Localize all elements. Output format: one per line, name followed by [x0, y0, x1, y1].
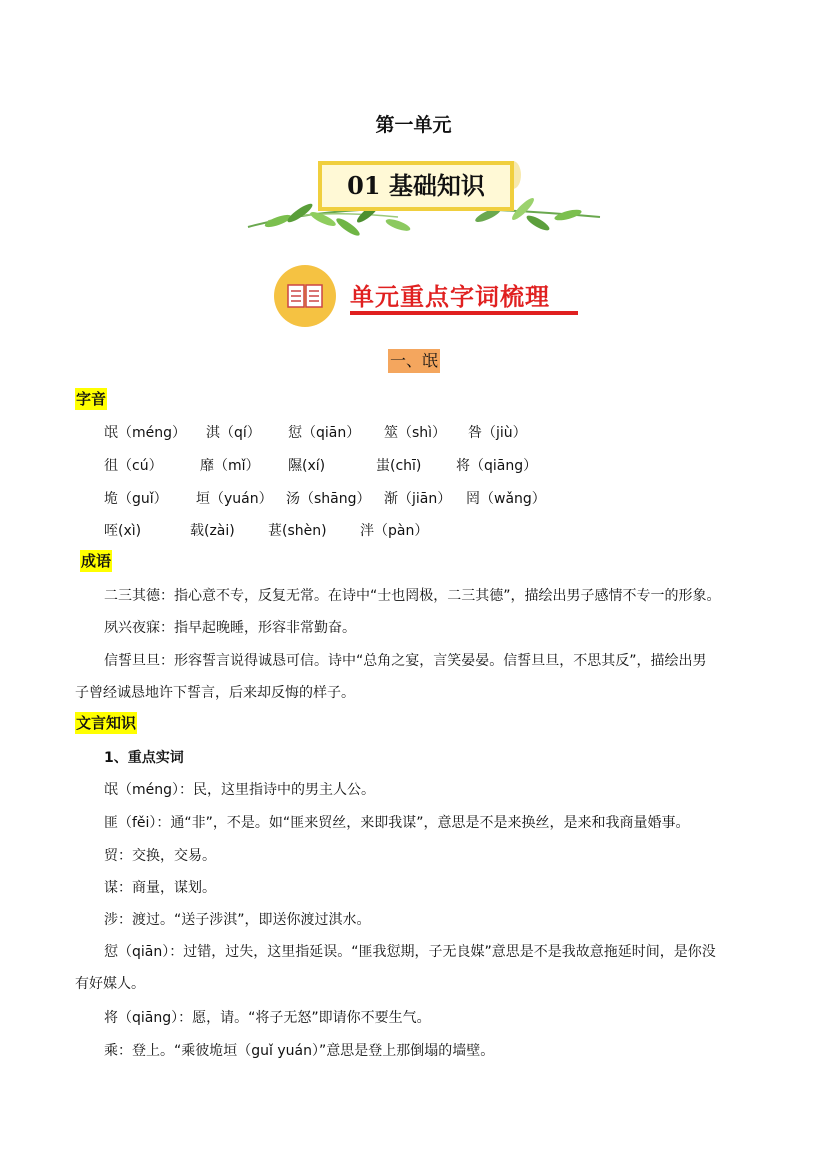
- idioms-tag: 成语: [81, 552, 112, 570]
- pron-item: 渐（jiān）: [384, 491, 452, 507]
- pron-item: 蚩(chī): [376, 458, 422, 474]
- idiom-line: 二三其德：指心意不专，反复无常。在诗中“士也罔极，二三其德”，描绘出男子感情不专一的形象。: [104, 588, 721, 604]
- pron-item: 靡（mǐ）: [200, 458, 260, 474]
- classical-line: 匪（fěi）：通“非”，不是。如“匪来贸丝，来即我谋”，意思是不是来换丝，是来和我商量婚事。: [104, 815, 690, 831]
- section-underline: [350, 311, 578, 315]
- pron-item: 咎（jiù）: [468, 425, 527, 441]
- section-title: 单元重点字词梳理: [350, 282, 550, 311]
- classical-line: 有好媒人。: [75, 976, 145, 992]
- pron-item: 汤（shāng）: [286, 491, 371, 507]
- pron-item: 氓（méng）: [104, 425, 187, 441]
- open-book-icon: [274, 265, 336, 327]
- classical-subheading: 1、重点实词: [104, 750, 184, 766]
- classical-line: 愆（qiān）：过错，过失，这里指延误。“匪我愆期，子无良媒”意思是不是我故意拖延时间，是你没: [104, 944, 716, 960]
- pron-item: 咥(xì): [104, 523, 142, 539]
- pron-item: 将（qiāng）: [456, 458, 538, 474]
- idiom-line: 信誓旦旦：形容誓言说得诚恳可信。诗中“总角之宴，言笑晏晏。信誓旦旦，不思其反”，描绘出男: [104, 653, 707, 669]
- banner-title: 01 基础知识: [347, 171, 485, 200]
- pron-item: 愆（qiān）: [288, 425, 361, 441]
- pron-item: 淇（qí）: [206, 425, 261, 441]
- classical-line: 贸：交换，交易。: [104, 848, 216, 864]
- pron-item: 泮（pàn）: [360, 523, 429, 539]
- pron-item: 垝（guǐ）: [104, 491, 168, 507]
- pron-item: 载(zài): [190, 523, 235, 539]
- idiom-line: 夙兴夜寐：指早起晚睡，形容非常勤奋。: [104, 620, 356, 636]
- page-title: 第一单元: [375, 114, 452, 136]
- classical-line: 乘：登上。“乘彼垝垣（guǐ yuán）”意思是登上那倒塌的墙壁。: [104, 1043, 495, 1059]
- classical-tag: 文言知识: [76, 714, 137, 732]
- section-heading: [274, 265, 584, 329]
- pron-item: 罔（wǎng）: [466, 491, 546, 507]
- pronunciation-tag: 字音: [76, 390, 107, 408]
- section-circle: [274, 265, 336, 327]
- pron-item: 隰(xí): [288, 458, 326, 474]
- section-banner: [238, 155, 608, 245]
- classical-line: 将（qiāng）：愿，请。“将子无怒”即请你不要生气。: [104, 1010, 431, 1026]
- classical-line: 氓（méng）：民，这里指诗中的男主人公。: [104, 782, 376, 798]
- pron-item: 筮（shì）: [384, 425, 447, 441]
- pron-item: 垣（yuán）: [196, 491, 273, 507]
- classical-line: 涉：渡过。“送子涉淇”，即送你渡过淇水。: [104, 912, 371, 928]
- pron-item: 徂（cú）: [104, 458, 163, 474]
- classical-line: 谋：商量，谋划。: [104, 880, 216, 896]
- poem-title: 一、氓: [388, 349, 440, 373]
- pron-item: 葚(shèn): [268, 523, 327, 539]
- idiom-line: 子曾经诚恳地许下誓言，后来却反悔的样子。: [75, 685, 355, 701]
